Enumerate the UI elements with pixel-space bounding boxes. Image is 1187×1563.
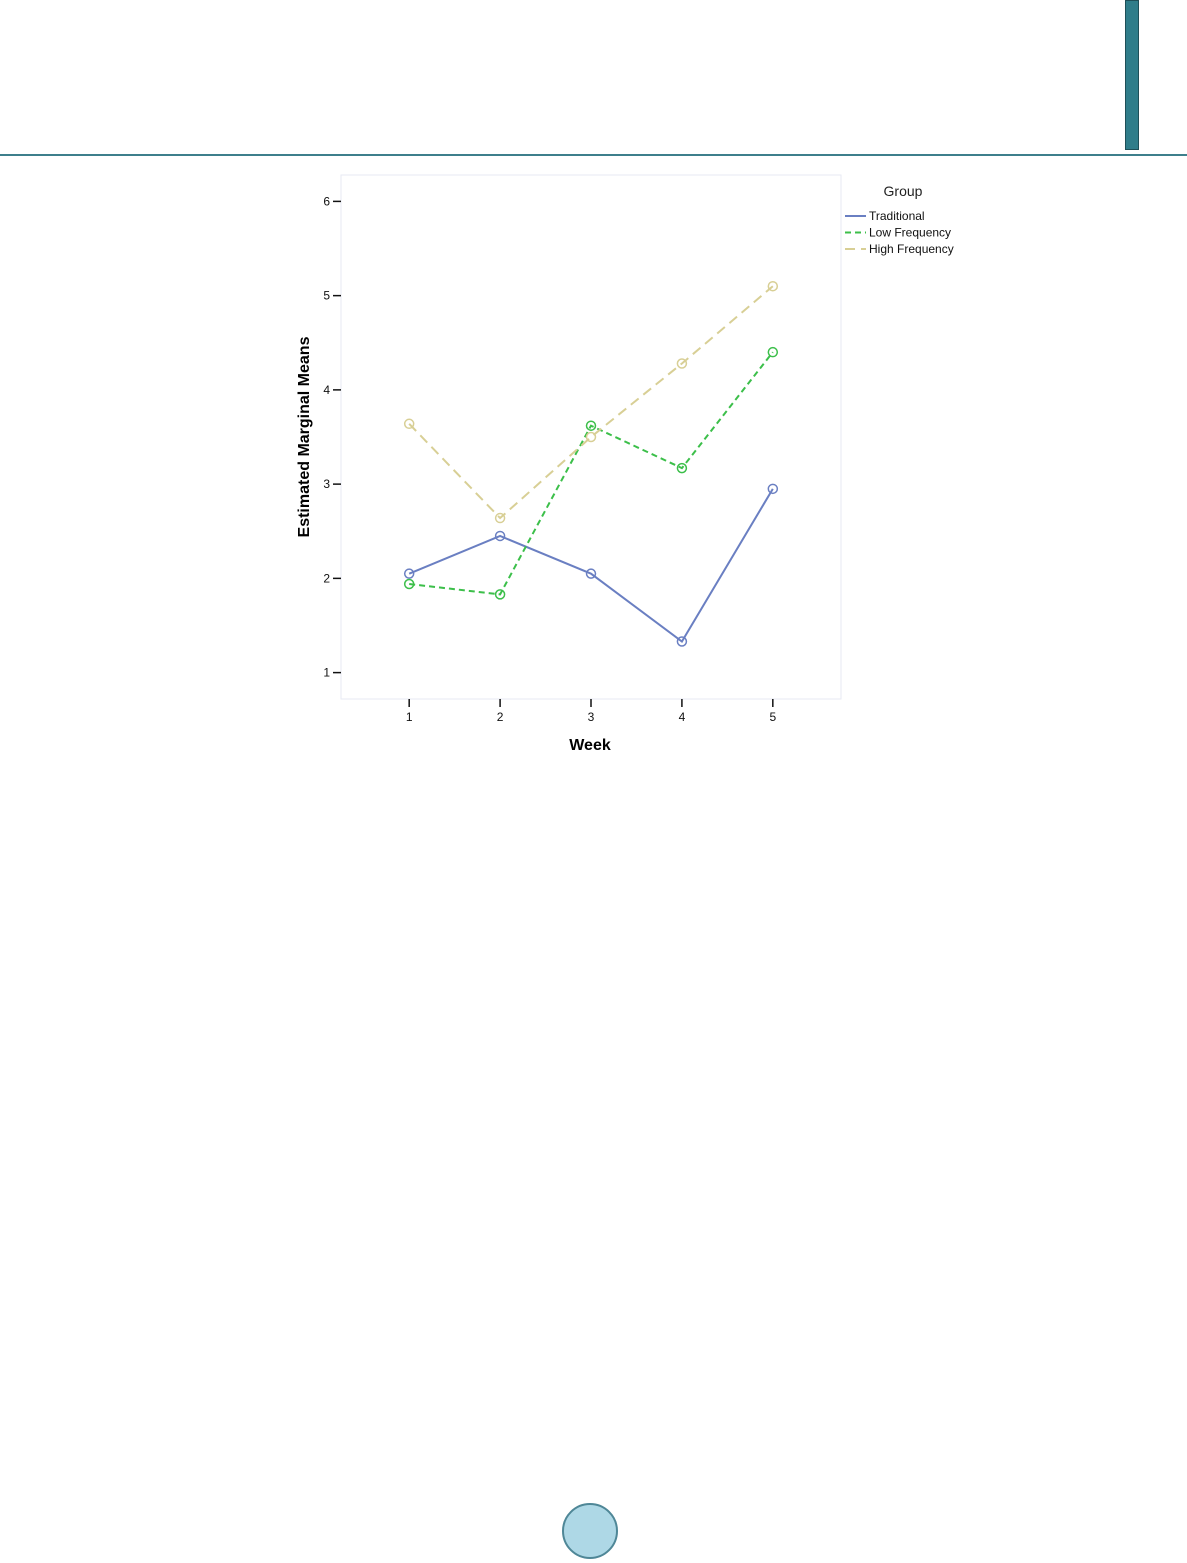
x-tick-label-5: 5 xyxy=(769,710,777,724)
legend-label-high-frequency: High Frequency xyxy=(869,242,954,256)
x-tick-label-4: 4 xyxy=(678,710,686,724)
y-tick-label-2: 2 xyxy=(323,571,330,586)
legend xyxy=(845,183,954,256)
legend-label-traditional: Traditional xyxy=(869,209,925,223)
legend-title: Group xyxy=(883,183,923,199)
y-tick-label-6: 6 xyxy=(323,194,330,209)
plot-area xyxy=(341,175,841,699)
legend-label-low-frequency: Low Frequency xyxy=(869,225,952,240)
x-tick-label-3: 3 xyxy=(587,710,595,724)
page-number-badge xyxy=(562,1503,618,1559)
y-axis-title: Estimated Marginal Means xyxy=(296,336,313,538)
x-axis-title: Week xyxy=(569,737,611,754)
y-tick-label-3: 3 xyxy=(323,477,330,492)
x-tick-label-1: 1 xyxy=(405,710,413,724)
y-tick-label-4: 4 xyxy=(323,382,330,397)
y-tick-label-1: 1 xyxy=(323,665,330,680)
x-tick-label-2: 2 xyxy=(496,710,504,724)
y-tick-label-5: 5 xyxy=(323,288,330,303)
x-axis xyxy=(406,699,777,724)
y-axis xyxy=(323,194,341,679)
